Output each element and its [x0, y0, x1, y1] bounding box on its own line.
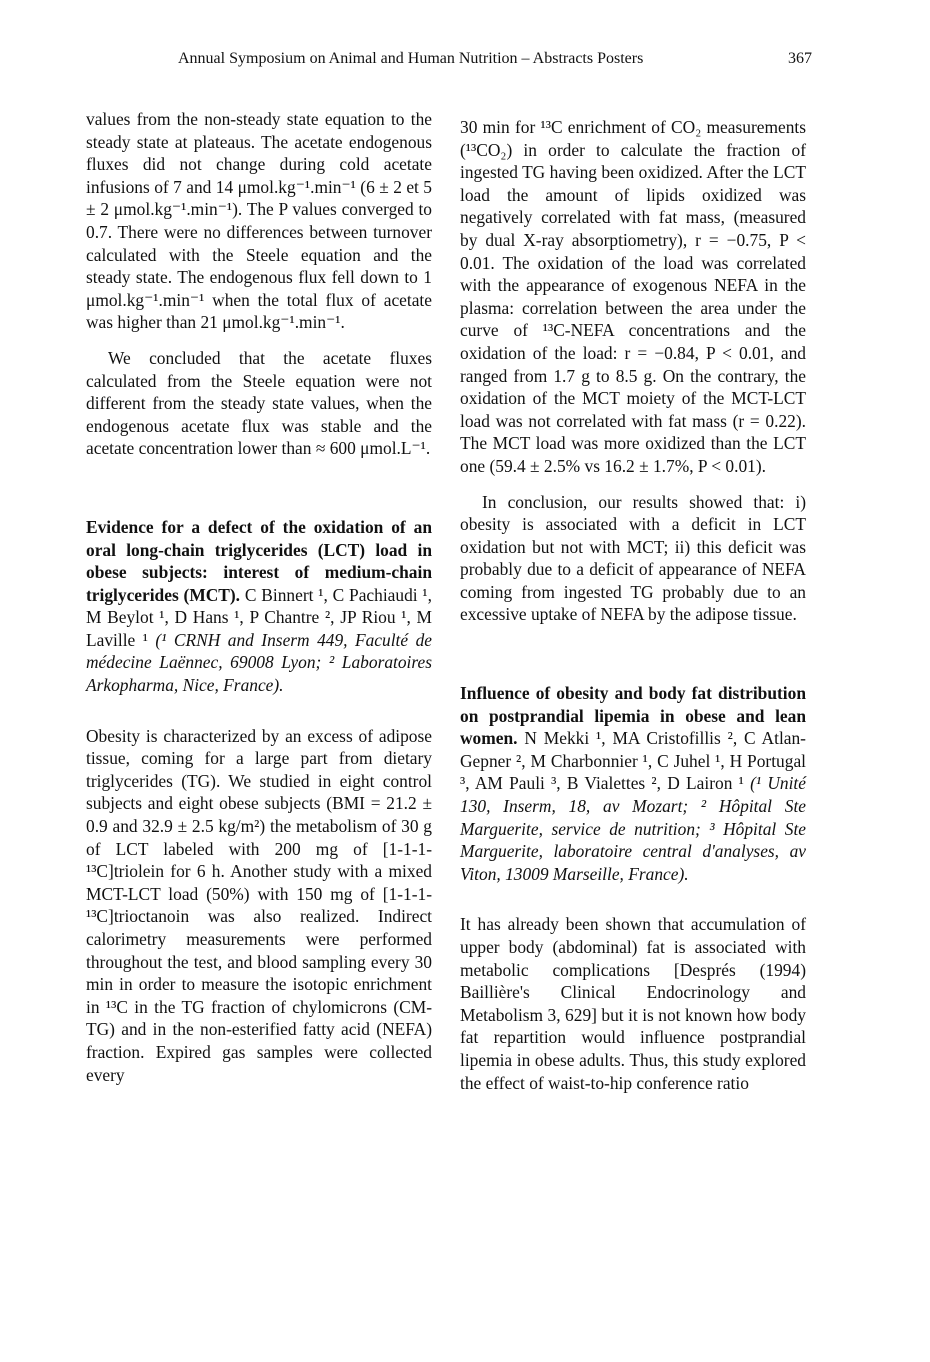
page-header — [86, 50, 812, 74]
abstract-authors: N Mekki ¹, MA Cristofillis ², C Atlan-Gepner ², M Charbonnier ¹, C Juhel ¹, H Portugal ³, AM Pauli ³, B Vialettes ², D Lairon ¹ — [460, 728, 806, 794]
page-number: 367 — [788, 50, 812, 67]
abstract-conclusion-paragraph: In conclusion, our results showed that: i) obesity is associated with a deficit in LCT oxidation but not with MCT; ii) this deficit was probably due to a deficit of appearance of NEFA coming from ingested TG probably due to an excessive uptake of NEFA by the adipose tissue. — [460, 491, 806, 625]
abstract-heading — [86, 516, 432, 697]
abstract-affiliations: (¹ Unité 130, Inserm, 18, av Mozart; ² Hôpital Ste Marguerite, service de nutrition; ³ Hôpital Ste Marguerite, laboratoire central d'analyses, av Viton, 13009 Marseille, France). — [460, 773, 806, 884]
abstract-body-continuation: 30 min for ¹³C enrichment of CO₂ measurements (¹³CO₂) in order to calculate the fraction of ingested TG having been oxidized. After the LCT load the amount of lipids oxidized was negatively correlated with fat mass, (measured by dual X-ray absorptiometry), r = −0.75, P < 0.01. The oxidation of the load was correlated with the appearance of exogenous NEFA in the plasma: correlation between the area under the curve of ¹³C-NEFA concentrations and the oxidation of the load: r = −0.84, P < 0.01, and ranged from 1.7 g to 8.5 g. On the contrary, the oxidation of the MCT moiety of the MCT-LCT load was not correlated with fat mass (r = 0.22). The MCT load was more oxidized than the LCT one (59.4 ± 2.5% vs 16.2 ± 1.7%, P < 0.01). — [460, 117, 806, 476]
abstract-binnert — [86, 516, 432, 1086]
abstract-affiliations: (¹ CRNH and Inserm 449, Faculté de médecine Laënnec, 69008 Lyon; ² Laboratoires Arkopharma, Nice, France). — [86, 629, 432, 696]
left-column — [86, 108, 432, 1086]
abstract-body-paragraph: It has already been shown that accumulation of upper body (abdominal) fat is associated with metabolic complications [Després (1994) Baillière's Clinical Endocrinology and Metabolism 3, 629] but it is not known how body fat repartition would influence postprandial lipemia in obese adults. Thus, this study explored the effect of waist-to-hip conference ratio — [460, 914, 806, 1093]
abstract-title: Influence of obesity and body fat distribution on postprandial lipemia in obese and lean women. — [460, 683, 806, 749]
abstract-authors: C Binnert ¹, C Pachiaudi ¹, M Beylot ¹, D Hans ¹, P Chantre ², JP Riou ¹, M Laville ¹ — [86, 584, 432, 650]
running-title: Annual Symposium on Animal and Human Nutrition – Abstracts Posters — [178, 50, 644, 67]
abstract-heading — [460, 682, 806, 885]
continuation-paragraph: values from the non-steady state equation to the steady state at plateaus. The acetate endogenous fluxes did not change during cold acetate infusions of 7 and 14 μmol.kg⁻¹.min⁻¹ (6 ± 2 et 5 ± 2 μmol.kg⁻¹.min⁻¹). The P values converged to 0.7. There were no differences between turnover calculated with the Steele equation and the steady state. The endogenous flux fell down to 1 μmol.kg⁻¹.min⁻¹ when the total flux of acetate was higher than 21 μmol.kg⁻¹.min⁻¹. — [86, 109, 432, 333]
abstract-mekki — [460, 682, 806, 1094]
abstract-title: Evidence for a defect of the oxidation of an oral long-chain triglycerides (LCT) load in obese subjects: interest of medium-chain triglycerides (MCT). — [86, 516, 432, 605]
abstract-body-paragraph: Obesity is characterized by an excess of adipose tissue, coming for a large part from dietary triglycerides (TG). We studied in eight control subjects and eight obese subjects (BMI = 21.2 ± 0.9 and 32.9 ± 2.5 kg/m²) the metabolism of 30 g of LCT labeled with 200 mg of [1-1-1-¹³C]triolein for 6 h. Another study with a mixed MCT-LCT load (50%) with 150 mg of [1-1-1-¹³C]trioctanoin was also realized. Indirect calorimetry measurements were performed throughout the test, and blood sampling every 30 min in order to measure the isotopic enrichment in ¹³C in the TG fraction of chylomicrons (CM-TG) and in the non-esterified fatty acid (NEFA) fraction. Expired gas samples were collected every — [86, 725, 432, 1085]
right-column — [460, 116, 806, 1094]
conclusion-paragraph: We concluded that the acetate fluxes calculated from the Steele equation were not different from the steady state values, when the endogenous acetate flux was stable and the acetate concentration lower than ≈ 600 μmol.L⁻¹. — [86, 347, 432, 459]
